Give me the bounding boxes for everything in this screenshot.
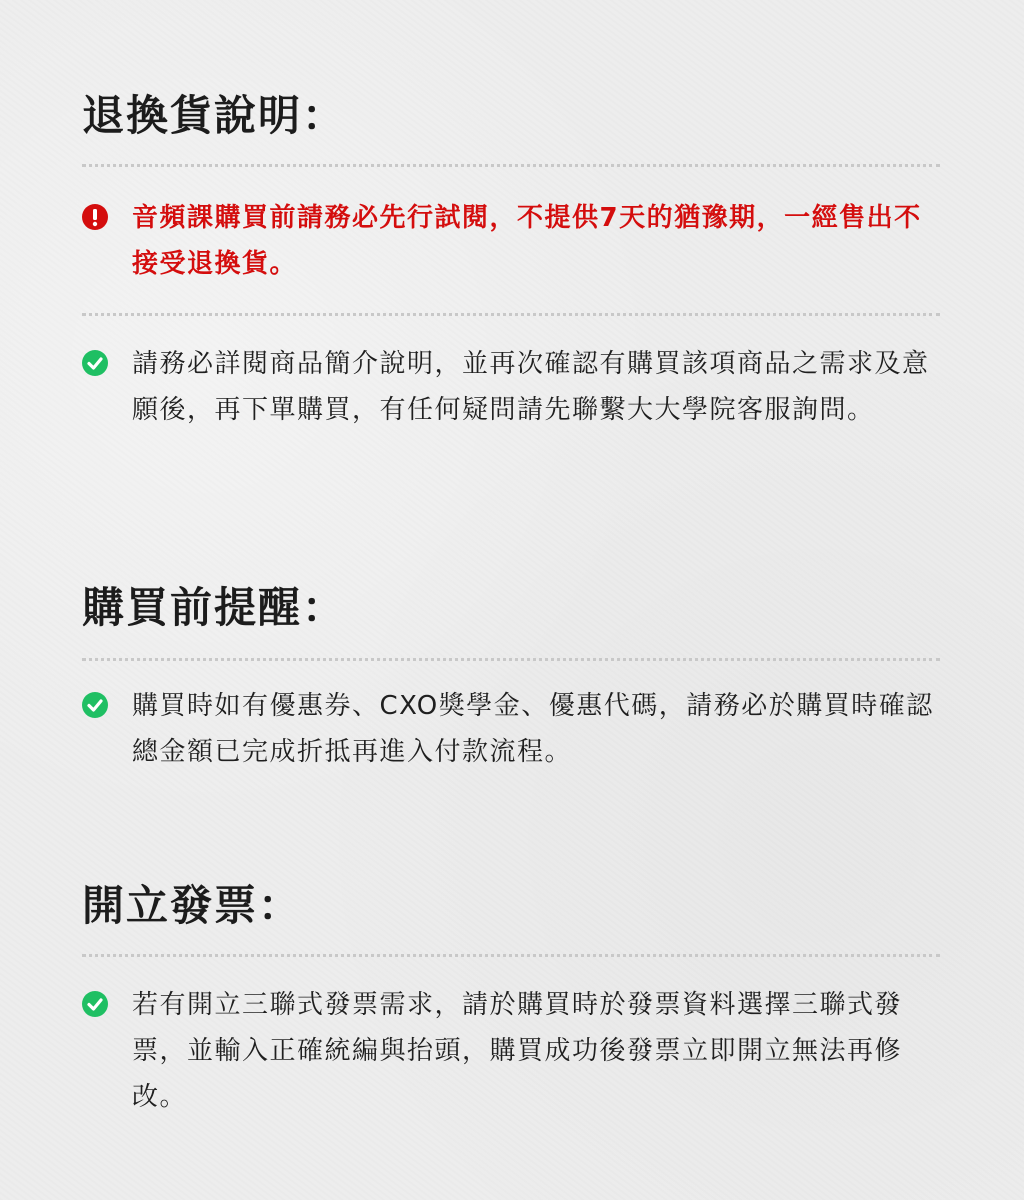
divider (82, 313, 940, 316)
list-item-triplicate-invoice (82, 982, 942, 1120)
item-text: 請務必詳閱商品簡介說明，並再次確認有購買該項商品之需求及意願後，再下單購買，有任何疑問請先聯繫大大學院客服詢問。 (132, 349, 930, 425)
reminder-section (82, 580, 942, 775)
check-icon (82, 991, 108, 1017)
alert-icon (82, 204, 108, 230)
section-title-reminder: 購買前提醒： (82, 583, 347, 632)
divider (82, 658, 940, 661)
list-item-coupon (82, 683, 942, 775)
section-title-invoice: 開立發票： (82, 881, 303, 930)
invoice-section (82, 878, 942, 1120)
check-icon (82, 350, 108, 376)
item-text: 音頻課購買前請務必先行試閱，不提供7天的猶豫期，一經售出不接受退換貨。 (132, 203, 922, 279)
list-item-no-refund (82, 195, 942, 287)
divider (82, 164, 940, 167)
list-item-read-details (82, 341, 942, 433)
item-text: 若有開立三聯式發票需求，請於購買時於發票資料選擇三聯式發票，並輸入正確統編與抬頭，購買成功後發票立即開立無法再修改。 (132, 990, 903, 1112)
item-text: 購買時如有優惠券、CXO獎學金、優惠代碼，請務必於購買時確認總金額已完成折抵再進入付款流程。 (132, 691, 934, 767)
refund-section (82, 88, 942, 433)
section-title-refund: 退換貨說明： (82, 91, 347, 140)
check-icon (82, 692, 108, 718)
divider (82, 954, 940, 957)
